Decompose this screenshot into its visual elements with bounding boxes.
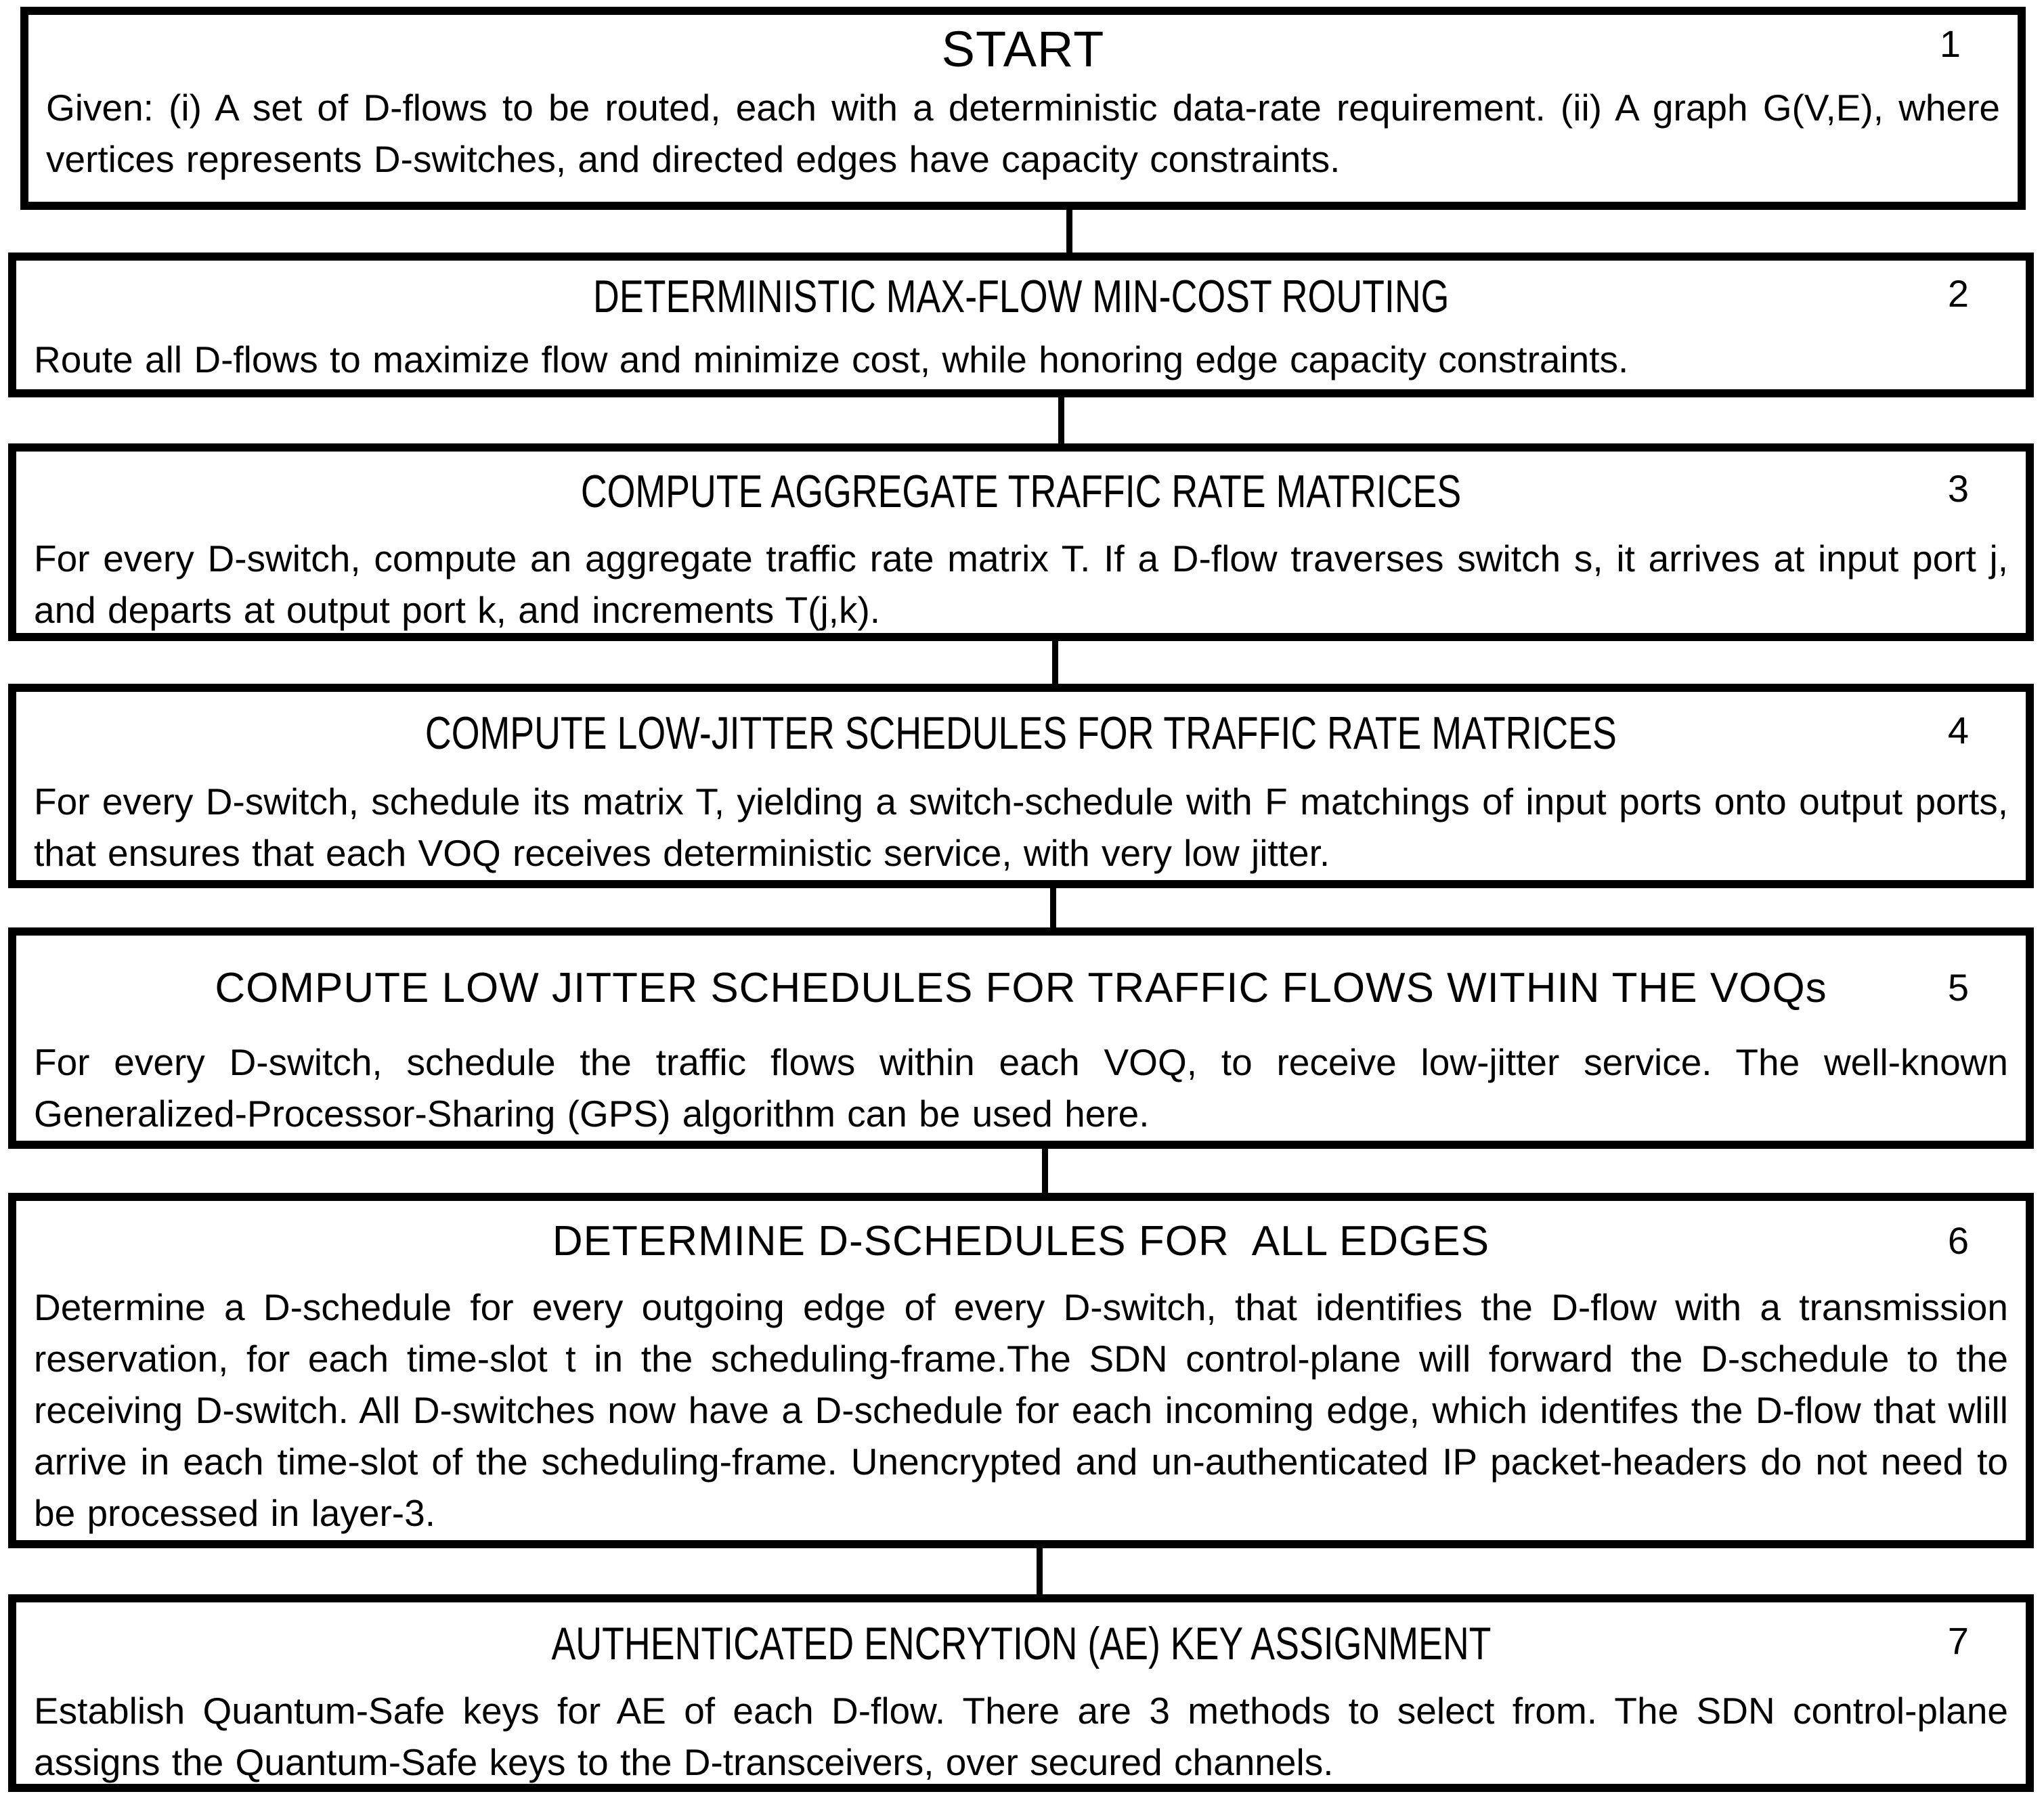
step-number: 1 [1939,22,1961,65]
step-title: DETERMINE D-SCHEDULES FOR ALL EDGES [552,1218,1490,1265]
step-title-row [34,1617,2008,1670]
flow-step-6-d-schedules-edges [8,1193,2034,1548]
step-number: 4 [1947,709,1969,751]
step-number: 5 [1947,966,1969,1009]
step-title-row [34,1217,2008,1265]
step-number: 2 [1947,272,1969,315]
step-title-row [46,20,2000,78]
step-title-row [34,964,2008,1012]
step-number: 6 [1947,1219,1969,1262]
step-body: Given: (i) A set of D-flows to be routed, each with a deterministic data-rate requirement. (ii) A graph G(V,E), where vertices represents D-switches, and directed edges have capacity constraints. [46,87,2000,180]
flow-step-5-voq-schedules [8,927,2034,1149]
step-title: COMPUTE AGGREGATE TRAFFIC RATE MATRICES [580,466,1462,517]
flow-step-1-start [20,7,2026,210]
step-body: For every D-switch, schedule its matrix T, yielding a switch-schedule with F matchings of input ports onto output ports, that ensures that each VOQ receives deterministic service, with very low jitter. [34,781,2008,874]
step-title: AUTHENTICATED ENCRYTION (AE) KEY ASSIGNMENT [551,1618,1491,1669]
step-number: 3 [1947,467,1969,510]
step-body: Determine a D-schedule for every outgoing edge of every D-switch, that identifies the D-flow with a transmission reservation, for each time-slot t in the scheduling-frame.The SDN control-plane will forward the D-schedule to the receiving D-switch. All D-switches now have a D-schedule for each incoming edge, which identifes the D-flow that wlill arrive in each time-slot of the scheduling-frame. Unencrypted and un-authenticated IP packet-headers do not need to be processed in layer-3. [34,1286,2008,1534]
step-body: Establish Quantum-Safe keys for AE of each D-flow. There are 3 methods to select from. The SDN control-plane assigns the Quantum-Safe keys to the D-transceivers, over secured channels. [34,1690,2008,1783]
step-title-row [34,465,2008,518]
flow-step-4-low-jitter-schedules [8,684,2034,888]
flow-step-2-routing [8,253,2034,397]
flow-step-3-traffic-matrices [8,443,2034,641]
step-body: For every D-switch, compute an aggregate traffic rate matrix T. If a D-flow traverses switch s, it arrives at input port j, and departs at output port k, and increments T(j,k). [34,538,2008,631]
step-title-row [34,707,2008,760]
flow-step-7-ae-key-assignment [8,1594,2034,1792]
step-title: COMPUTE LOW-JITTER SCHEDULES FOR TRAFFIC RATE MATRICES [425,707,1617,759]
step-title: COMPUTE LOW JITTER SCHEDULES FOR TRAFFIC FLOWS WITHIN THE VOQs [215,965,1827,1011]
step-number: 7 [1947,1619,1969,1662]
step-title: DETERMINISTIC MAX-FLOW MIN-COST ROUTING [592,271,1450,322]
step-body: For every D-switch, schedule the traffic flows within each VOQ, to receive low-jitter service. The well-known Generalized-Processor-Sharing (GPS) algorithm can be used here. [34,1041,2008,1135]
connector-line-2-3 [1058,393,1064,450]
step-title: START [941,21,1105,77]
step-title-row [34,270,2008,323]
step-body: Route all D-flows to maximize flow and minimize cost, while honoring edge capacity constraints. [34,338,1629,380]
